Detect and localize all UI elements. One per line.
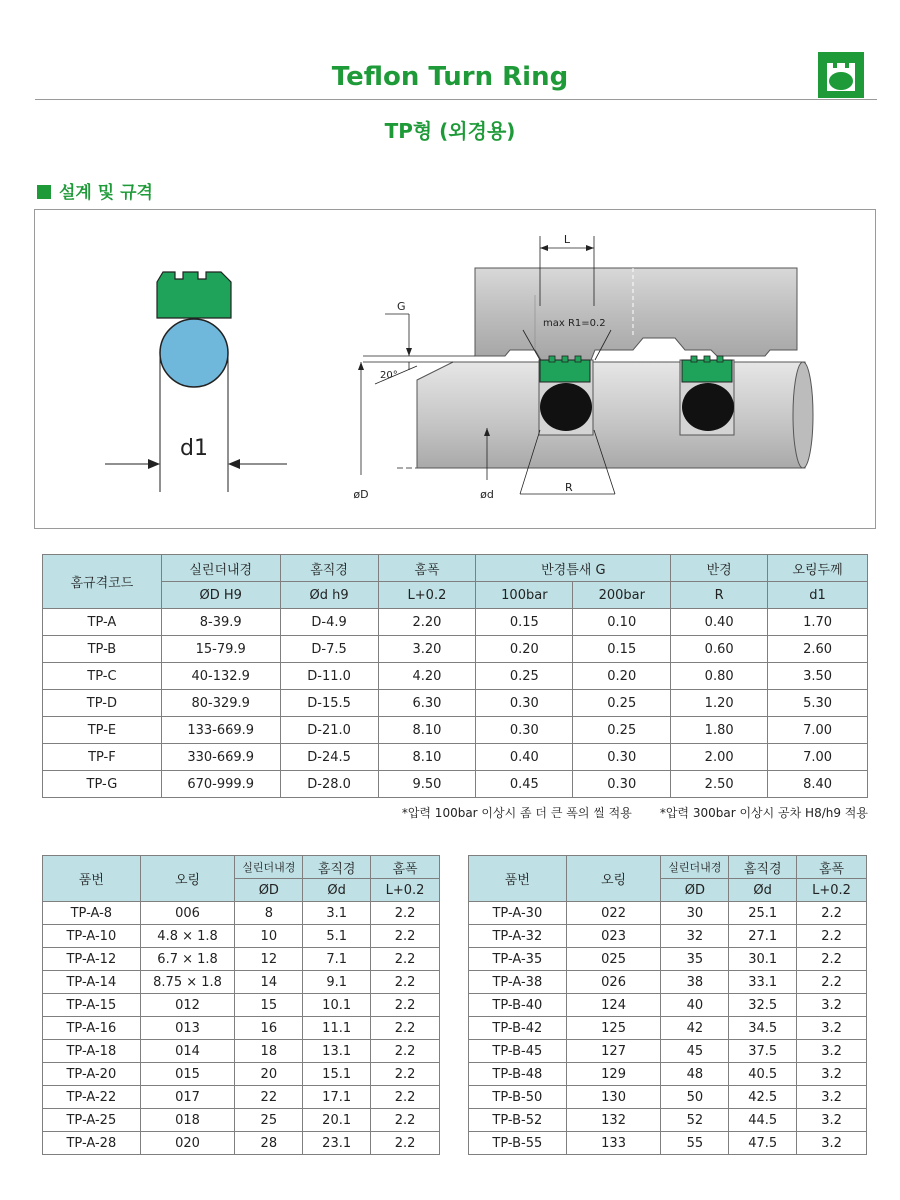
table-cell: 2.2 (797, 971, 867, 994)
note-1: *압력 100bar 이상시 좀 더 큰 폭의 씰 적용 (401, 806, 632, 820)
table-cell: 7.1 (303, 948, 371, 971)
table-cell: 0.10 (573, 609, 671, 636)
table-cell: 2.2 (371, 1132, 440, 1155)
subheader: ØD H9 (161, 582, 280, 609)
subheader-L: L+0.2 (797, 879, 867, 902)
table-cell: 20 (235, 1063, 303, 1086)
table-cell: 12 (235, 948, 303, 971)
table-cell: 3.2 (797, 1086, 867, 1109)
table-cell: TP-B-55 (469, 1132, 567, 1155)
table-cell: 015 (140, 1063, 235, 1086)
table-cell: 330-669.9 (161, 744, 280, 771)
table-cell: 023 (566, 925, 661, 948)
table-cell: TP-D (43, 690, 162, 717)
subheader-d: Ød (729, 879, 797, 902)
parts-row (469, 1132, 867, 1155)
parts-table-right (468, 855, 867, 1155)
table-cell: 129 (566, 1063, 661, 1086)
table-cell: 0.30 (476, 717, 573, 744)
table-cell: 133-669.9 (161, 717, 280, 744)
table-cell: 2.00 (671, 744, 768, 771)
table-cell: 8-39.9 (161, 609, 280, 636)
parts-row (43, 1017, 440, 1040)
table-cell: 47.5 (729, 1132, 797, 1155)
parts-row (43, 994, 440, 1017)
table-cell: 8.75 × 1.8 (140, 971, 235, 994)
table-cell: 15 (235, 994, 303, 1017)
table-cell: 3.2 (797, 1109, 867, 1132)
header-groove-width: 홈폭 (378, 555, 476, 582)
table-cell: 2.2 (797, 902, 867, 925)
label-max-r1: max R1=0.2 (543, 318, 606, 329)
table-cell: TP-G (43, 771, 162, 798)
parts-row (469, 1017, 867, 1040)
header-groove-dia: 홈직경 (280, 555, 378, 582)
table-cell: 3.1 (303, 902, 371, 925)
parts-table-left (42, 855, 440, 1155)
table-cell: 5.30 (768, 690, 868, 717)
table-cell: D-7.5 (280, 636, 378, 663)
table-cell: TP-B-42 (469, 1017, 567, 1040)
table-cell: 013 (140, 1017, 235, 1040)
table-cell: 52 (661, 1109, 729, 1132)
table-cell: 017 (140, 1086, 235, 1109)
table-cell: TP-C (43, 663, 162, 690)
parts-row (43, 971, 440, 994)
table-cell: 2.2 (371, 971, 440, 994)
square-bullet-icon (37, 185, 51, 199)
parts-row (43, 1109, 440, 1132)
table-cell: 6.30 (378, 690, 476, 717)
table-cell: D-24.5 (280, 744, 378, 771)
table-cell: 37.5 (729, 1040, 797, 1063)
table-cell: TP-A-28 (43, 1132, 141, 1155)
table-cell: 0.15 (476, 609, 573, 636)
table-cell: 0.25 (573, 717, 671, 744)
table-cell: 35 (661, 948, 729, 971)
table-cell: 30 (661, 902, 729, 925)
table-cell: 012 (140, 994, 235, 1017)
table-cell: 2.50 (671, 771, 768, 798)
table-cell: 3.2 (797, 1132, 867, 1155)
table-cell: 0.30 (573, 771, 671, 798)
header-part: 품번 (469, 856, 567, 902)
spec-row (43, 663, 868, 690)
table-cell: 0.40 (476, 744, 573, 771)
table-cell: 670-999.9 (161, 771, 280, 798)
table-cell: 40.5 (729, 1063, 797, 1086)
table-cell: 25.1 (729, 902, 797, 925)
table-cell: 026 (566, 971, 661, 994)
table-cell: 4.8 × 1.8 (140, 925, 235, 948)
table-cell: 40 (661, 994, 729, 1017)
table-cell: 42 (661, 1017, 729, 1040)
header-cyl: 실린더내경 (235, 856, 303, 879)
table-cell: 3.2 (797, 1040, 867, 1063)
table-cell: TP-E (43, 717, 162, 744)
table-cell: 3.2 (797, 1063, 867, 1086)
label-angle: 20° (380, 370, 398, 381)
table-cell: 30.1 (729, 948, 797, 971)
table-cell: 32.5 (729, 994, 797, 1017)
table-cell: 0.40 (671, 609, 768, 636)
table-cell: 17.1 (303, 1086, 371, 1109)
table-cell: 014 (140, 1040, 235, 1063)
table-cell: D-21.0 (280, 717, 378, 744)
table-cell: 1.80 (671, 717, 768, 744)
table-cell: 127 (566, 1040, 661, 1063)
table-cell: 40-132.9 (161, 663, 280, 690)
table-cell: 32 (661, 925, 729, 948)
table-cell: 025 (566, 948, 661, 971)
table-cell: 8.10 (378, 717, 476, 744)
spec-table (42, 554, 868, 798)
table-cell: TP-B-45 (469, 1040, 567, 1063)
parts-row (43, 1132, 440, 1155)
parts-row (43, 948, 440, 971)
table-cell: 3.2 (797, 1017, 867, 1040)
assembly-drawing (353, 233, 813, 501)
parts-row (469, 1086, 867, 1109)
table-cell: 2.2 (797, 948, 867, 971)
table-cell: 15.1 (303, 1063, 371, 1086)
table-cell: 3.20 (378, 636, 476, 663)
table-cell: 0.20 (573, 663, 671, 690)
table-cell: 22 (235, 1086, 303, 1109)
table-cell: 18 (235, 1040, 303, 1063)
parts-row (469, 902, 867, 925)
header-oring: 오링 (566, 856, 661, 902)
table-cell: D-28.0 (280, 771, 378, 798)
header-oring: 오링 (140, 856, 235, 902)
parts-header-row (469, 856, 867, 879)
table-cell: TP-B-40 (469, 994, 567, 1017)
parts-row (43, 925, 440, 948)
page-title: Teflon Turn Ring (331, 62, 569, 92)
table-cell: 018 (140, 1109, 235, 1132)
table-cell: 13.1 (303, 1040, 371, 1063)
table-cell: 2.20 (378, 609, 476, 636)
parts-row (469, 1109, 867, 1132)
label-d1: d1 (180, 436, 208, 461)
section-title: 설계 및 규격 (59, 183, 153, 203)
table-cell: 0.20 (476, 636, 573, 663)
table-cell: TP-F (43, 744, 162, 771)
table-cell: TP-B-48 (469, 1063, 567, 1086)
subheader-L: L+0.2 (371, 879, 440, 902)
table-cell: TP-A-20 (43, 1063, 141, 1086)
seal-profile (105, 272, 287, 492)
header-cyl: 실린더내경 (161, 555, 280, 582)
page-subtitle: TP형 (외경용) (384, 119, 516, 143)
table-cell: 8.10 (378, 744, 476, 771)
table-cell: TP-A-22 (43, 1086, 141, 1109)
table-cell: 2.2 (371, 1086, 440, 1109)
title-divider (35, 99, 877, 100)
table-cell: D-4.9 (280, 609, 378, 636)
table-cell: 2.2 (371, 1109, 440, 1132)
table-cell: 14 (235, 971, 303, 994)
parts-row (43, 1063, 440, 1086)
table-cell: 0.25 (476, 663, 573, 690)
table-cell: 50 (661, 1086, 729, 1109)
table-cell: 0.30 (573, 744, 671, 771)
table-cell: 132 (566, 1109, 661, 1132)
table-cell: 25 (235, 1109, 303, 1132)
header-oring: 오링두께 (768, 555, 868, 582)
table-cell: 8.40 (768, 771, 868, 798)
table-cell: 34.5 (729, 1017, 797, 1040)
parts-row (469, 1040, 867, 1063)
table-cell: 33.1 (729, 971, 797, 994)
spec-header-row (43, 555, 868, 582)
table-cell: 10.1 (303, 994, 371, 1017)
table-cell: 006 (140, 902, 235, 925)
table-cell: 10 (235, 925, 303, 948)
spec-subheader-row (43, 582, 868, 609)
table-cell: 1.20 (671, 690, 768, 717)
table-cell: 2.2 (371, 1040, 440, 1063)
table-cell: TP-B (43, 636, 162, 663)
table-cell: 0.45 (476, 771, 573, 798)
parts-row (469, 1063, 867, 1086)
header-part: 품번 (43, 856, 141, 902)
subheader-D: ØD (661, 879, 729, 902)
subheader: 200bar (573, 582, 671, 609)
table-cell: 55 (661, 1132, 729, 1155)
table-cell: 133 (566, 1132, 661, 1155)
table-cell: 28 (235, 1132, 303, 1155)
label-phi-D: øD (353, 488, 369, 501)
table-cell: TP-B-52 (469, 1109, 567, 1132)
subheader-d: Ød (303, 879, 371, 902)
table-cell: 022 (566, 902, 661, 925)
header-code: 홈규격코드 (43, 555, 162, 609)
table-cell: 2.2 (371, 948, 440, 971)
table-cell: 44.5 (729, 1109, 797, 1132)
table-cell: TP-A-16 (43, 1017, 141, 1040)
table-cell: TP-B-50 (469, 1086, 567, 1109)
table-cell: 80-329.9 (161, 690, 280, 717)
label-L: L (563, 233, 571, 246)
design-diagram (34, 209, 876, 529)
header-cyl: 실린더내경 (661, 856, 729, 879)
table-cell: 45 (661, 1040, 729, 1063)
spec-row (43, 609, 868, 636)
subheader-D: ØD (235, 879, 303, 902)
spec-row (43, 771, 868, 798)
table-cell: 9.1 (303, 971, 371, 994)
table-cell: 0.25 (573, 690, 671, 717)
table-cell: TP-A-32 (469, 925, 567, 948)
header-radius: 반경 (671, 555, 768, 582)
table-cell: 23.1 (303, 1132, 371, 1155)
note-2: *압력 300bar 이상시 공차 H8/h9 적용 (659, 806, 868, 820)
parts-row (469, 994, 867, 1017)
table-cell: TP-A-30 (469, 902, 567, 925)
table-cell: 1.70 (768, 609, 868, 636)
parts-row (469, 925, 867, 948)
table-cell: TP-A-14 (43, 971, 141, 994)
spec-row (43, 690, 868, 717)
table-cell: 0.30 (476, 690, 573, 717)
table-cell: 48 (661, 1063, 729, 1086)
table-cell: 3.50 (768, 663, 868, 690)
table-cell: TP-A-35 (469, 948, 567, 971)
table-cell: 2.2 (797, 925, 867, 948)
seal-drawing (35, 210, 877, 530)
table-cell: 2.60 (768, 636, 868, 663)
table-cell: 15-79.9 (161, 636, 280, 663)
table-cell: 125 (566, 1017, 661, 1040)
table-cell: 2.2 (371, 925, 440, 948)
spec-row (43, 636, 868, 663)
table-cell: 0.60 (671, 636, 768, 663)
table-cell: 20.1 (303, 1109, 371, 1132)
table-cell: 38 (661, 971, 729, 994)
table-cell: 8 (235, 902, 303, 925)
header-groove-width: 홈폭 (797, 856, 867, 879)
table-cell: 2.2 (371, 994, 440, 1017)
table-cell: 130 (566, 1086, 661, 1109)
subheader: Ød h9 (280, 582, 378, 609)
subheader: 100bar (476, 582, 573, 609)
table-cell: TP-A (43, 609, 162, 636)
table-cell: 16 (235, 1017, 303, 1040)
parts-row (43, 1086, 440, 1109)
parts-row (469, 948, 867, 971)
table-cell: 020 (140, 1132, 235, 1155)
table-cell: 27.1 (729, 925, 797, 948)
header-groove-width: 홈폭 (371, 856, 440, 879)
table-cell: TP-A-15 (43, 994, 141, 1017)
label-phi-d: ød (480, 488, 494, 501)
table-cell: 6.7 × 1.8 (140, 948, 235, 971)
table-cell: TP-A-18 (43, 1040, 141, 1063)
table-cell: 4.20 (378, 663, 476, 690)
parts-row (469, 971, 867, 994)
notes (42, 804, 868, 821)
header-groove-dia: 홈직경 (729, 856, 797, 879)
table-cell: 42.5 (729, 1086, 797, 1109)
parts-header-row (43, 856, 440, 879)
subheader: d1 (768, 582, 868, 609)
table-cell: TP-A-10 (43, 925, 141, 948)
table-cell: TP-A-25 (43, 1109, 141, 1132)
company-logo-icon (817, 51, 865, 99)
table-cell: 3.2 (797, 994, 867, 1017)
header-gap: 반경틈새 G (476, 555, 671, 582)
parts-row (43, 1040, 440, 1063)
table-cell: TP-A-38 (469, 971, 567, 994)
table-cell: 7.00 (768, 744, 868, 771)
table-cell: 2.2 (371, 1017, 440, 1040)
subheader: R (671, 582, 768, 609)
table-cell: D-15.5 (280, 690, 378, 717)
section-heading (37, 178, 153, 203)
table-cell: 5.1 (303, 925, 371, 948)
table-cell: 0.15 (573, 636, 671, 663)
table-cell: 124 (566, 994, 661, 1017)
table-cell: 9.50 (378, 771, 476, 798)
label-G: G (397, 300, 406, 313)
table-cell: TP-A-12 (43, 948, 141, 971)
table-cell: D-11.0 (280, 663, 378, 690)
table-cell: 2.2 (371, 902, 440, 925)
spec-row (43, 717, 868, 744)
parts-row (43, 902, 440, 925)
table-cell: 2.2 (371, 1063, 440, 1086)
label-R: R (565, 481, 573, 494)
spec-row (43, 744, 868, 771)
table-cell: 7.00 (768, 717, 868, 744)
table-cell: 11.1 (303, 1017, 371, 1040)
table-cell: TP-A-8 (43, 902, 141, 925)
table-cell: 0.80 (671, 663, 768, 690)
subheader: L+0.2 (378, 582, 476, 609)
header-groove-dia: 홈직경 (303, 856, 371, 879)
